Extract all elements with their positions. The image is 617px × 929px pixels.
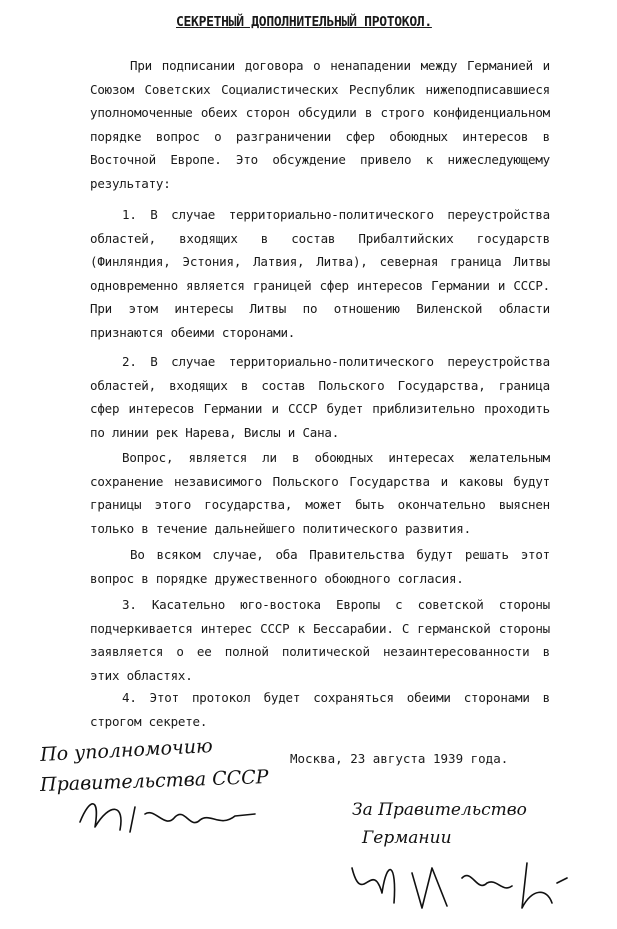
signature-ussr xyxy=(39,734,270,842)
signature-germany-line2: Германии xyxy=(362,828,452,848)
paragraph-point-4: 4. Этот протокол будет сохраняться обеими сторонами в строгом секрете. xyxy=(90,690,550,729)
molotov-signature-scribble xyxy=(40,792,270,842)
ribbentrop-signature-scribble xyxy=(352,848,572,918)
paragraph-poland-question: Вопрос, является ли в обоюдных интересах желательным сохранение независимого Польского Государства и каковы будут границы этого государства, может быть окончательно выяснен только в течение дальнейшего политического развития. xyxy=(90,450,550,536)
signature-germany xyxy=(352,800,572,918)
paragraph-agreement: Во всяком случае, оба Правительства будут решать этот вопрос в порядке дружественного обоюдного согласия. xyxy=(90,547,550,586)
paragraph-point-1: 1. В случае территориально-политического переустройства областей, входящих в состав Прибалтийских государств (Финляндия, Эстония, Латвия, Литва), северная граница Литвы одновременно является границей сфер интересов Германии и СССР. При этом интересы Литвы по отношению Виленской области признаются обеими сторонами. xyxy=(90,207,550,340)
document-title: СЕКРЕТНЫЙ ДОПОЛНИТЕЛЬНЫЙ ПРОТОКОЛ. xyxy=(176,15,432,30)
paragraph-point-2: 2. В случае территориально-политического переустройства областей, входящих в состав Польского Государства, граница сфер интересов Германии и СССР будет приблизительно проходить по линии рек Нарева, Вислы и Сана. xyxy=(90,354,550,440)
paragraph-point-3: 3. Касательно юго-востока Европы с советской стороны подчеркивается интерес СССР к Бессарабии. С германской стороны заявляется о ее полной политической незаинтересованности в этих областях. xyxy=(90,597,550,683)
signature-ussr-line1: По уполномочию xyxy=(39,734,214,767)
signature-ussr-line2: Правительства СССР xyxy=(39,766,269,797)
paragraph-intro: При подписании договора о ненападении между Германией и Союзом Советских Социалистических Республик нижеподписавшиеся уполномоченные обеих сторон обсудили в строго конфиденциальном порядке вопрос о разграничении сфер обоюдных интересов в Восточной Европе. Это обсуждение привело к нижеследующему результату: xyxy=(90,58,550,191)
place-date: Москва, 23 августа 1939 года. xyxy=(290,751,509,766)
signature-germany-line1: За Правительство xyxy=(352,800,527,820)
